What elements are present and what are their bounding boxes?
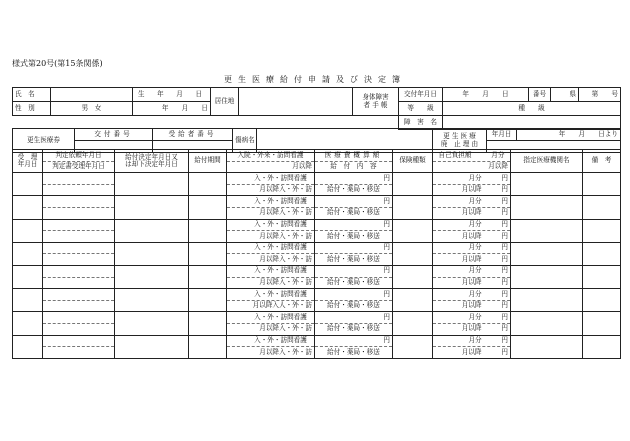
benefit-value[interactable]: 給付・薬局・移送 [315, 231, 393, 243]
ledger-row [13, 312, 621, 324]
col-request-date: 判定依頼年月日 [43, 150, 115, 162]
insurance-field[interactable] [393, 173, 433, 196]
receipt-date-field[interactable] [13, 173, 43, 196]
institution-field[interactable] [511, 219, 583, 242]
self-pay-value[interactable]: 月分 円 [433, 219, 511, 231]
col-benefit: 給 付 内 容 [315, 161, 393, 173]
col-self-pay: 自己負担額 月分 [433, 150, 511, 162]
cost-value[interactable]: 円 [315, 196, 393, 208]
ledger-body [13, 173, 621, 359]
period-field[interactable] [189, 196, 227, 219]
self-pay-value[interactable]: 月分 円 [433, 265, 511, 277]
birth-label: 生 年 月 日 [133, 88, 211, 102]
decision-date-field[interactable] [115, 196, 189, 219]
insurance-field[interactable] [393, 312, 433, 335]
issue-no-label: 交付番号 [75, 129, 153, 141]
col-care-from: 月以降 [227, 161, 315, 173]
benefit-value[interactable]: 給付・薬局・移送 [315, 207, 393, 219]
institution-field[interactable] [511, 196, 583, 219]
request-date-field[interactable] [43, 312, 115, 324]
self-pay-from-value[interactable]: 月以降 円 [433, 323, 511, 335]
benefit-value[interactable]: 給付・薬局・移送 [315, 277, 393, 289]
insurance-field[interactable] [393, 265, 433, 288]
address-field[interactable] [239, 88, 353, 116]
number-suffix: 第 号 [579, 88, 621, 102]
handbook-label [353, 88, 399, 116]
ledger-row [13, 289, 621, 301]
care-from-value[interactable]: 月以降入・外・訪 [227, 323, 315, 335]
receipt-date-field[interactable] [13, 219, 43, 242]
col-decision-date [115, 150, 189, 173]
decision-date-field[interactable] [115, 265, 189, 288]
number-label: 番号 [529, 88, 551, 102]
care-from-value[interactable]: 月以降入・外・訪 [227, 184, 315, 196]
abolish-label-line1: 更 生 医 療 [443, 131, 476, 140]
remarks-field[interactable] [583, 265, 621, 288]
ledger-row [13, 265, 621, 277]
col-receipt-line1: 受 理 [17, 152, 38, 161]
remarks-field[interactable] [583, 335, 621, 358]
self-pay-from-value[interactable]: 月以降 円 [433, 347, 511, 359]
care-type-value[interactable]: 入・外・訪問看護 [227, 219, 315, 231]
receipt-date-field[interactable] [13, 312, 43, 335]
disability-name-label: 障 害 名 [399, 116, 443, 130]
recipient-no-label: 受給者番号 [153, 129, 233, 141]
self-pay-from-value[interactable]: 月以降 円 [433, 207, 511, 219]
self-pay-from-value[interactable]: 月以降 円 [433, 184, 511, 196]
benefit-value[interactable]: 給付・薬局・移送 [315, 300, 393, 312]
sex-label: 性 別 [13, 102, 51, 116]
period-field[interactable] [189, 265, 227, 288]
care-from-value[interactable]: 月以降入・外・訪 [227, 347, 315, 359]
period-field[interactable] [189, 219, 227, 242]
cost-value[interactable]: 円 [315, 173, 393, 185]
abolish-label-line2: 廃 止 理 由 [440, 139, 479, 148]
care-from-value[interactable]: 月以降入・外・訪 [227, 231, 315, 243]
judgment-date-field[interactable] [43, 254, 115, 266]
cost-value[interactable]: 円 [315, 335, 393, 347]
period-field[interactable] [189, 312, 227, 335]
cost-value[interactable]: 円 [315, 242, 393, 254]
sex-value[interactable]: 男 女 [51, 102, 133, 116]
request-date-field[interactable] [43, 335, 115, 347]
care-type-value[interactable]: 入・外・訪問看護 [227, 242, 315, 254]
grade-label: 等 級 [399, 102, 443, 116]
col-period: 給付期間 [189, 150, 227, 173]
receipt-date-field[interactable] [13, 265, 43, 288]
handbook-label-line2: 者 手 帳 [363, 100, 388, 109]
receipt-date-field[interactable] [13, 196, 43, 219]
cost-value[interactable]: 円 [315, 289, 393, 301]
ledger-row [13, 173, 621, 185]
col-remarks: 備 考 [583, 150, 621, 173]
care-from-value[interactable]: 月以降入・外・訪 [227, 254, 315, 266]
col-judgment-date: 判定書受理年月日 [43, 161, 115, 173]
self-pay-value[interactable]: 月分 円 [433, 196, 511, 208]
col-institution: 指定医療機関名 [511, 150, 583, 173]
ledger-row [13, 219, 621, 231]
care-type-value[interactable]: 入・外・訪問看護 [227, 289, 315, 301]
benefit-value[interactable]: 給付・薬局・移送 [315, 184, 393, 196]
remarks-field[interactable] [583, 289, 621, 312]
col-self-pay-from: 月以降 [433, 161, 511, 173]
remarks-field[interactable] [583, 173, 621, 196]
cost-value[interactable]: 円 [315, 312, 393, 324]
judgment-date-field[interactable] [43, 347, 115, 359]
col-care-type: 入院・外来・訪問看護 [227, 150, 315, 162]
self-pay-from-value[interactable]: 月以降 円 [433, 300, 511, 312]
care-from-value[interactable]: 月以降入・外・訪 [227, 277, 315, 289]
type-label: 種 級 [443, 102, 621, 116]
request-date-field[interactable] [43, 219, 115, 231]
period-field[interactable] [189, 335, 227, 358]
abolish-date-value[interactable]: 年 月 日より [517, 129, 621, 141]
self-pay-value[interactable]: 月分 円 [433, 289, 511, 301]
ledger-row [13, 335, 621, 347]
request-date-field[interactable] [43, 242, 115, 254]
page-title: 更生医療給付申請及び決定簿 [224, 75, 406, 84]
ledger-row [13, 242, 621, 254]
period-field[interactable] [189, 173, 227, 196]
judgment-date-field[interactable] [43, 184, 115, 196]
care-type-value[interactable]: 入・外・訪問看護 [227, 265, 315, 277]
col-decision-line1: 給付決定年月日又 [125, 152, 178, 161]
handbook-label-line1: 身体障害 [362, 92, 389, 101]
form-number: 様式第20号(第15条関係) [12, 59, 103, 68]
decision-date-field[interactable] [115, 242, 189, 265]
decision-date-field[interactable] [115, 173, 189, 196]
insurance-field[interactable] [393, 335, 433, 358]
decision-date-field[interactable] [115, 335, 189, 358]
name-field[interactable] [51, 88, 133, 102]
applicant-table [12, 87, 621, 130]
cost-value[interactable]: 円 [315, 265, 393, 277]
abolish-date-label: 年月日 [487, 129, 517, 141]
request-date-field[interactable] [43, 173, 115, 185]
institution-field[interactable] [511, 289, 583, 312]
cost-value[interactable]: 円 [315, 219, 393, 231]
insurance-field[interactable] [393, 289, 433, 312]
care-from-value[interactable]: 月以降入・外・訪 [227, 207, 315, 219]
self-pay-from-value[interactable]: 月以降 円 [433, 231, 511, 243]
benefit-value[interactable]: 給付・薬局・移送 [315, 323, 393, 335]
care-from-value[interactable]: 月以降入人・外・訪 [227, 300, 315, 312]
request-date-field[interactable] [43, 196, 115, 208]
col-receipt [13, 150, 43, 173]
col-receipt-line2: 年月日 [17, 160, 38, 169]
judgment-date-field[interactable] [43, 323, 115, 335]
benefit-value[interactable]: 給付・薬局・移送 [315, 254, 393, 266]
judgment-date-field[interactable] [43, 207, 115, 219]
institution-field[interactable] [511, 242, 583, 265]
remarks-field[interactable] [583, 196, 621, 219]
institution-field[interactable] [511, 265, 583, 288]
col-decision-line2: は却下決定年月日 [125, 160, 178, 169]
name-label: 氏 名 [13, 88, 51, 102]
self-pay-value[interactable]: 月分 円 [433, 312, 511, 324]
insurance-field[interactable] [393, 242, 433, 265]
judgment-date-field[interactable] [43, 300, 115, 312]
remarks-field[interactable] [583, 312, 621, 335]
care-type-value[interactable]: 入・外・訪問看護 [227, 173, 315, 185]
self-pay-from-value[interactable]: 月以降 円 [433, 254, 511, 266]
col-insurance: 保険種類 [393, 150, 433, 173]
self-pay-from-value[interactable]: 月以降 円 [433, 277, 511, 289]
disease-label: 傷病名 [233, 129, 257, 153]
period-field[interactable] [189, 242, 227, 265]
self-pay-value[interactable]: 月分 円 [433, 335, 511, 347]
care-type-value[interactable]: 入・外・訪問看護 [227, 312, 315, 324]
insurance-field[interactable] [393, 219, 433, 242]
care-type-value[interactable]: 入・外・訪問看護 [227, 335, 315, 347]
decision-date-field[interactable] [115, 312, 189, 335]
address-label: 居住地 [211, 88, 239, 116]
insurance-field[interactable] [393, 196, 433, 219]
self-pay-value[interactable]: 月分 円 [433, 173, 511, 185]
issue-date-value[interactable]: 年 月 日 [443, 88, 529, 102]
decision-date-field[interactable] [115, 289, 189, 312]
judgment-date-field[interactable] [43, 231, 115, 243]
decision-date-field[interactable] [115, 219, 189, 242]
benefit-value[interactable]: 給付・薬局・移送 [315, 347, 393, 359]
self-pay-value[interactable]: 月分 円 [433, 242, 511, 254]
request-date-field[interactable] [43, 289, 115, 301]
ledger-table [12, 149, 621, 359]
receipt-date-field[interactable] [13, 335, 43, 358]
ledger-row [13, 196, 621, 208]
birth-value[interactable]: 年 月 日 [133, 102, 211, 116]
care-type-value[interactable]: 入・外・訪問看護 [227, 196, 315, 208]
cert-label: 更生医療券 [13, 129, 75, 153]
institution-field[interactable] [511, 173, 583, 196]
issue-date-label: 交付年月日 [399, 88, 443, 102]
remarks-field[interactable] [583, 242, 621, 265]
receipt-date-field[interactable] [13, 242, 43, 265]
institution-field[interactable] [511, 335, 583, 358]
col-cost: 医療費概算額 [315, 150, 393, 162]
prefecture-label: 県 [551, 88, 579, 102]
judgment-date-field[interactable] [43, 277, 115, 289]
request-date-field[interactable] [43, 265, 115, 277]
remarks-field[interactable] [583, 219, 621, 242]
period-field[interactable] [189, 289, 227, 312]
receipt-date-field[interactable] [13, 289, 43, 312]
institution-field[interactable] [511, 312, 583, 335]
